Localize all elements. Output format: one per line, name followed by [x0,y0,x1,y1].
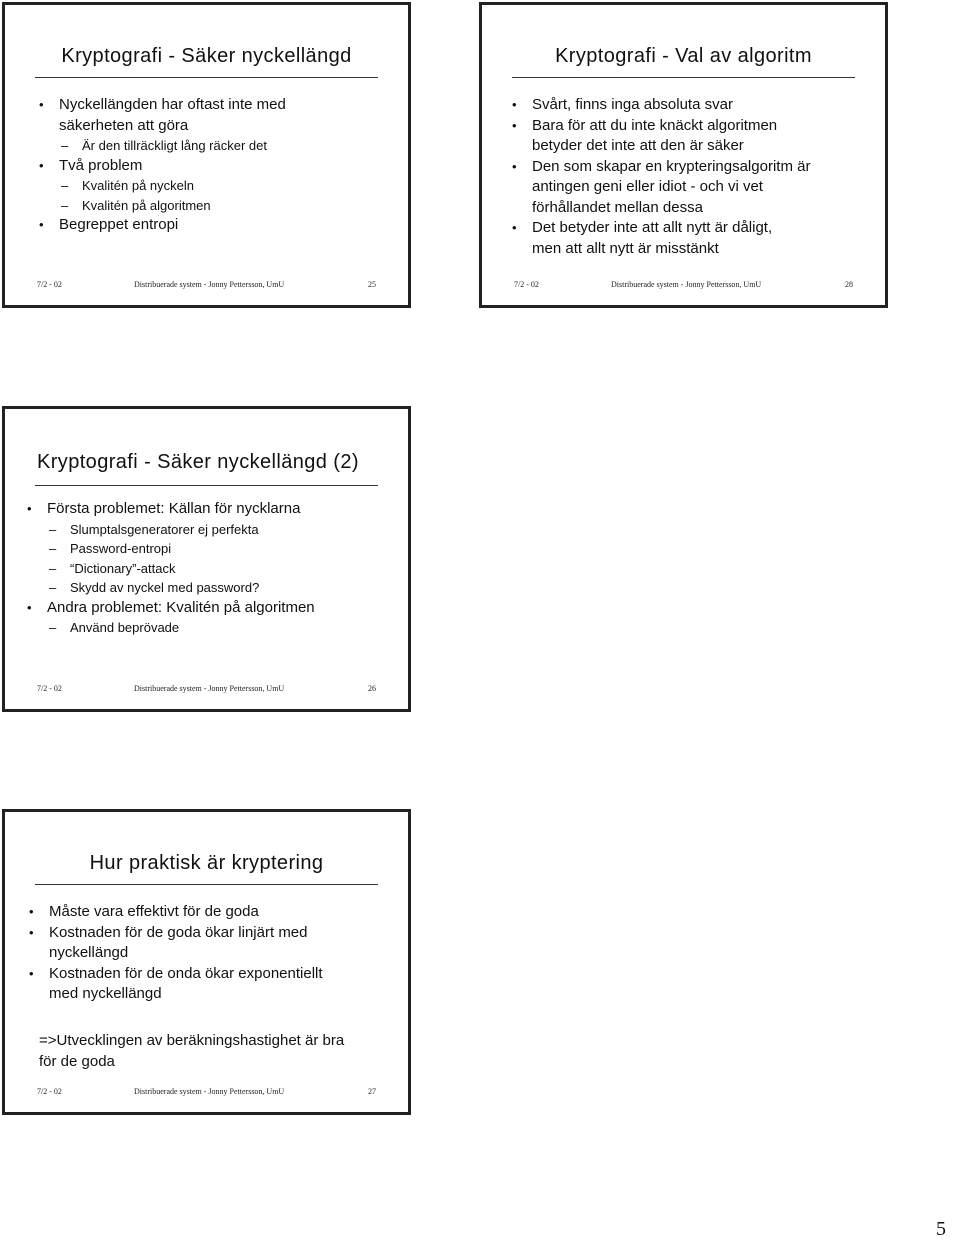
footer-course: Distribuerade system - Jonny Pettersson, UmU [134,280,285,289]
bullet-list [25,499,396,638]
page-number: 5 [936,1218,946,1240]
bullet-item: • Kostnaden för de onda ökar exponentiellt [27,964,396,985]
slide-title: Kryptografi - Säker nyckellängd [61,45,352,67]
sub-bullet-item: – Password-entropi [25,539,396,559]
bullet-item: • Andra problemet: Kvalitén på algoritmen [25,598,396,619]
footer-course: Distribuerade system - Jonny Pettersson, UmU [134,1087,285,1096]
footer-date: 7/2 - 02 [37,280,62,289]
slide-28 [479,2,888,308]
footer-date: 7/2 - 02 [514,280,539,289]
bullet-list [510,95,873,259]
bullet-continuation: säkerheten att göra [59,116,189,134]
bullet-item: • Första problemet: Källan för nycklarna [25,499,396,520]
title-rule [512,77,855,78]
sub-bullet-item: – Använd beprövade [25,618,396,638]
bullet-item: • Nyckellängden har oftast inte med [37,95,390,116]
title-rule [35,884,378,885]
slide-footer [37,1086,376,1098]
bullet-item: • Svårt, finns inga absoluta svar [510,95,873,116]
bullet-item: • Begreppet entropi [37,215,390,236]
bullet-list [37,95,390,236]
bullet-item: • Bara för att du inte knäckt algoritmen [510,116,873,137]
slide-footer [37,279,376,291]
footer-course: Distribuerade system - Jonny Pettersson, UmU [611,280,762,289]
footer-date: 7/2 - 02 [37,684,62,693]
bullet-list [27,902,396,1005]
slide-title: Kryptografi - Val av algoritm [555,45,812,67]
bullet-item: • Måste vara effektivt för de goda [27,902,396,923]
footer-date: 7/2 - 02 [37,1087,62,1096]
sub-bullet-item: – Är den tillräckligt lång räcker det [37,136,390,156]
slide-title: Kryptografi - Säker nyckellängd (2) [37,451,359,473]
sub-bullet-item: – Kvalitén på algoritmen [37,196,390,216]
sub-bullet-item: – Skydd av nyckel med password? [25,578,396,598]
slide-number: 26 [368,684,376,693]
bullet-item: • Kostnaden för de goda ökar linjärt med [27,923,396,944]
bullet-continuation: antingen geni eller idiot - och vi vet [532,178,763,195]
title-rule [35,485,378,486]
sub-bullet-item: – Kvalitén på nyckeln [37,176,390,196]
slide-number: 27 [368,1087,376,1096]
conclusion-line-1: =>Utvecklingen av beräkningshastighet är bra [39,1032,345,1049]
bullet-continuation: med nyckellängd [49,985,162,1002]
title-rule [35,77,378,78]
slide-title: Hur praktisk är kryptering [89,852,324,874]
bullet-item: • Två problem [37,156,390,177]
conclusion-line-2: för de goda [39,1053,115,1070]
bullet-continuation: men att allt nytt är misstänkt [532,239,719,257]
slide-number: 28 [845,280,853,289]
footer-course: Distribuerade system - Jonny Pettersson, UmU [134,684,285,693]
slide-number: 25 [368,280,376,289]
bullet-item: • Det betyder inte att allt nytt är dåligt, [510,218,873,239]
sub-bullet-item: – Slumptalsgeneratorer ej perfekta [25,520,396,540]
bullet-continuation: betyder det inte att den är säker [532,137,744,154]
slide-25 [2,2,411,308]
slide-footer [37,683,376,695]
slide-26 [2,406,411,712]
bullet-continuation: nyckellängd [49,944,129,961]
bullet-item: • Den som skapar en krypteringsalgoritm är [510,157,873,178]
slide-footer [514,279,853,291]
slide-27 [2,809,411,1115]
sub-bullet-item: – “Dictionary”-attack [25,559,396,579]
bullet-continuation: förhållandet mellan dessa [532,198,703,216]
